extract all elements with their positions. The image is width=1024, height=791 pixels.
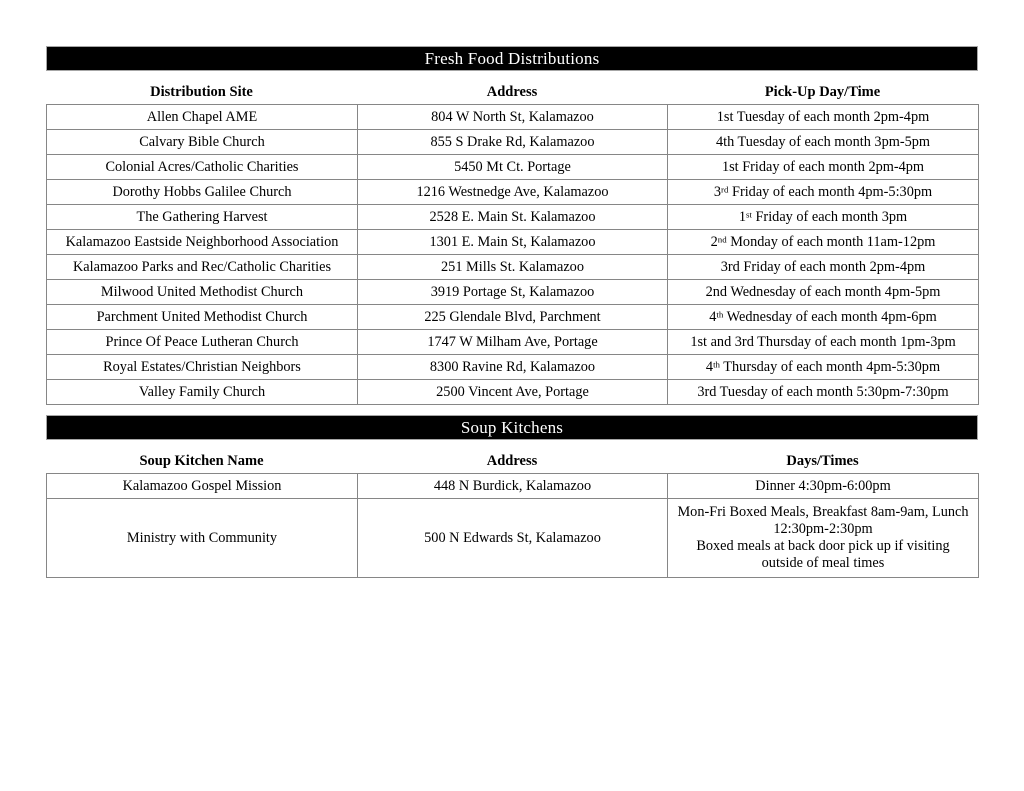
cell-site: Colonial Acres/Catholic Charities bbox=[47, 155, 358, 180]
cell-schedule: 3rd Tuesday of each month 5:30pm-7:30pm bbox=[668, 380, 979, 405]
cell-address: 855 S Drake Rd, Kalamazoo bbox=[358, 130, 668, 155]
table-row bbox=[47, 380, 979, 405]
cell-site: Kalamazoo Eastside Neighborhood Association bbox=[47, 230, 358, 255]
column-header-days-times: Days/Times bbox=[786, 453, 859, 469]
cell-site: Kalamazoo Gospel Mission bbox=[47, 474, 358, 499]
table-row bbox=[47, 205, 979, 230]
schedule-text: Friday of each month 4pm-5:30pm bbox=[728, 184, 933, 200]
section-banner-fresh-food: Fresh Food Distributions bbox=[46, 46, 978, 71]
cell-schedule: Mon-Fri Boxed Meals, Breakfast 8am-9am, Lunch 12:30pm-2:30pm Boxed meals at back door pick up if visiting outside of meal times bbox=[668, 499, 979, 578]
cell-site: Milwood United Methodist Church bbox=[47, 280, 358, 305]
cell-site: Parchment United Methodist Church bbox=[47, 305, 358, 330]
cell-site: Allen Chapel AME bbox=[47, 105, 358, 130]
table-row bbox=[47, 474, 979, 499]
column-header-soup-kitchen-name: Soup Kitchen Name bbox=[139, 453, 264, 469]
cell-site: Prince Of Peace Lutheran Church bbox=[47, 330, 358, 355]
cell-schedule: 1st Friday of each month 2pm-4pm bbox=[668, 155, 979, 180]
cell-address: 5450 Mt Ct. Portage bbox=[358, 155, 668, 180]
cell-schedule: 2nd Wednesday of each month 4pm-5pm bbox=[668, 280, 979, 305]
cell-address: 1747 W Milham Ave, Portage bbox=[358, 330, 668, 355]
table-row bbox=[47, 130, 979, 155]
cell-schedule bbox=[668, 230, 979, 255]
cell-schedule: 1st and 3rd Thursday of each month 1pm-3pm bbox=[668, 330, 979, 355]
ordinal-suffix: st bbox=[745, 209, 752, 220]
ordinal-number: 4 bbox=[709, 309, 717, 325]
cell-address: 2528 E. Main St. Kalamazoo bbox=[358, 205, 668, 230]
ordinal-suffix: th bbox=[716, 309, 724, 320]
cell-address: 225 Glendale Blvd, Parchment bbox=[358, 305, 668, 330]
ordinal-number: 4 bbox=[705, 359, 714, 375]
cell-site: Dorothy Hobbs Galilee Church bbox=[47, 180, 358, 205]
table-row bbox=[47, 155, 979, 180]
cell-site: Valley Family Church bbox=[47, 380, 358, 405]
cell-site: Calvary Bible Church bbox=[47, 130, 358, 155]
table-row bbox=[47, 280, 979, 305]
cell-site: Royal Estates/Christian Neighbors bbox=[47, 355, 358, 380]
table-row bbox=[47, 180, 979, 205]
cell-schedule bbox=[668, 205, 979, 230]
table-row bbox=[47, 305, 979, 330]
cell-schedule bbox=[668, 355, 979, 380]
cell-schedule: Dinner 4:30pm-6:00pm bbox=[668, 474, 979, 499]
cell-address: 448 N Burdick, Kalamazoo bbox=[358, 474, 668, 499]
cell-schedule bbox=[668, 305, 979, 330]
table-row bbox=[47, 105, 979, 130]
cell-site: Ministry with Community bbox=[47, 499, 358, 578]
schedule-text: Wednesday of each month 4pm-6pm bbox=[723, 309, 937, 325]
cell-address: 3919 Portage St, Kalamazoo bbox=[358, 280, 668, 305]
table-row bbox=[47, 499, 979, 578]
table-row bbox=[47, 255, 979, 280]
cell-address: 1301 E. Main St, Kalamazoo bbox=[358, 230, 668, 255]
table-row bbox=[47, 355, 979, 380]
column-headers-soup-kitchens bbox=[46, 453, 978, 470]
ordinal-number: 2 bbox=[710, 234, 718, 250]
schedule-text: Monday of each month 11am-12pm bbox=[726, 234, 936, 250]
ordinal-number: 3 bbox=[713, 184, 722, 200]
cell-site: Kalamazoo Parks and Rec/Catholic Charities bbox=[47, 255, 358, 280]
table-fresh-food bbox=[46, 104, 979, 405]
cell-address: 500 N Edwards St, Kalamazoo bbox=[358, 499, 668, 578]
column-headers-fresh-food bbox=[46, 84, 978, 101]
cell-schedule bbox=[668, 180, 979, 205]
schedule-text: Thursday of each month 4pm-5:30pm bbox=[719, 359, 941, 375]
column-header-pickup-day-time: Pick-Up Day/Time bbox=[764, 84, 881, 100]
cell-site: The Gathering Harvest bbox=[47, 205, 358, 230]
cell-address: 1216 Westnedge Ave, Kalamazoo bbox=[358, 180, 668, 205]
table-row bbox=[47, 330, 979, 355]
ordinal-suffix: rd bbox=[721, 184, 729, 195]
cell-schedule: 4th Tuesday of each month 3pm-5pm bbox=[668, 130, 979, 155]
section-soup-kitchens bbox=[46, 415, 978, 578]
cell-address: 251 Mills St. Kalamazoo bbox=[358, 255, 668, 280]
cell-address: 2500 Vincent Ave, Portage bbox=[358, 380, 668, 405]
ordinal-suffix: th bbox=[713, 359, 720, 370]
table-row bbox=[47, 230, 979, 255]
ordinal-number: 1 bbox=[738, 209, 746, 225]
section-fresh-food bbox=[46, 46, 978, 405]
section-banner-soup-kitchens: Soup Kitchens bbox=[46, 415, 978, 440]
cell-address: 8300 Ravine Rd, Kalamazoo bbox=[358, 355, 668, 380]
column-header-address: Address bbox=[486, 453, 538, 469]
schedule-text: Friday of each month 3pm bbox=[751, 209, 908, 225]
cell-schedule: 3rd Friday of each month 2pm-4pm bbox=[668, 255, 979, 280]
column-header-distribution-site: Distribution Site bbox=[150, 84, 253, 100]
cell-address: 804 W North St, Kalamazoo bbox=[358, 105, 668, 130]
column-header-address: Address bbox=[486, 84, 538, 100]
cell-schedule: 1st Tuesday of each month 2pm-4pm bbox=[668, 105, 979, 130]
ordinal-suffix: nd bbox=[717, 234, 727, 245]
table-soup-kitchens bbox=[46, 473, 979, 578]
